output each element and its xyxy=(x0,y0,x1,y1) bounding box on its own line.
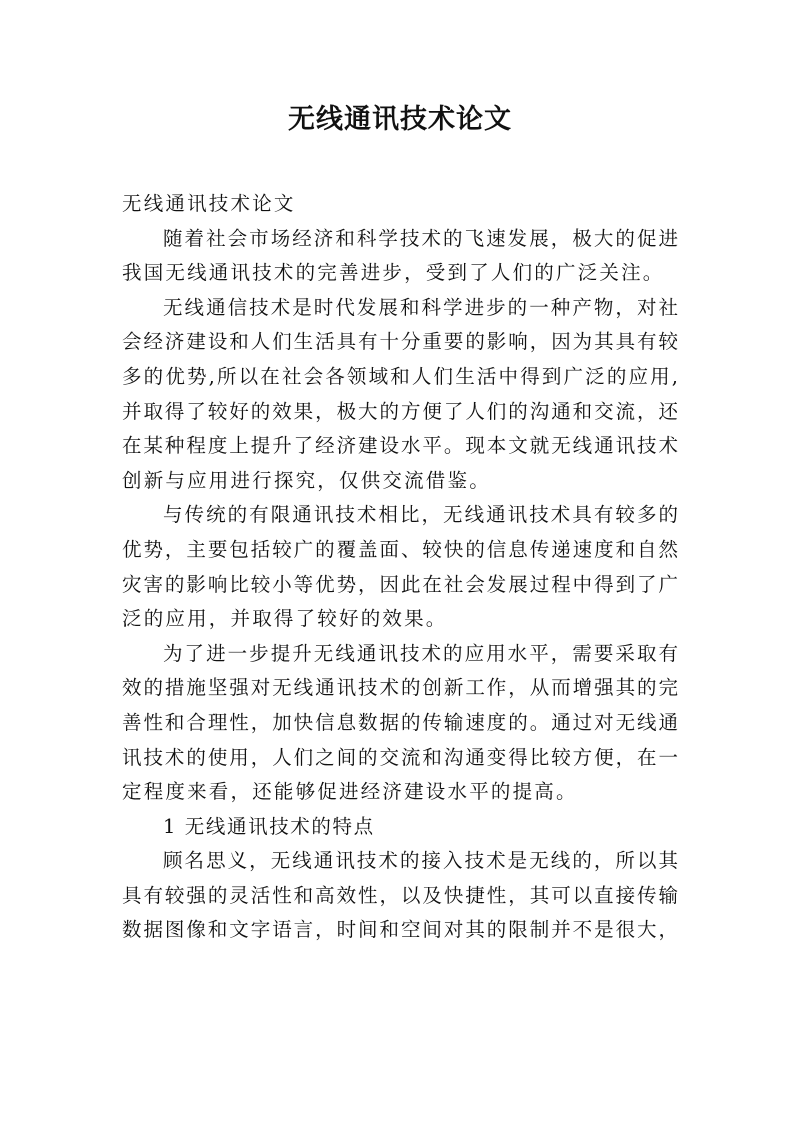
paragraph-line: 讯技术的使用，人们之间的交流和沟通变得比较方便，在一 xyxy=(122,745,678,769)
paragraph-line: 多的优势,所以在社会各领域和人们生活中得到广泛的应用, xyxy=(122,364,678,388)
paragraph-line: 会经济建设和人们生活具有十分重要的影响，因为其具有较 xyxy=(122,330,678,354)
document-body xyxy=(122,187,678,948)
paragraph-line: 灾害的影响比较小等优势，因此在社会发展过程中得到了广 xyxy=(122,572,678,596)
paragraph-line: 泛的应用，并取得了较好的效果。 xyxy=(122,607,448,631)
document-title: 无线通讯技术论文 xyxy=(288,104,512,135)
paragraph-line: 数据图像和文字语言，时间和空间对其的限制并不是很大， xyxy=(122,918,678,942)
section-heading: 1 无线通讯技术的特点 xyxy=(163,814,375,838)
paragraph-line: 具有较强的灵活性和高效性，以及快捷性，其可以直接传输 xyxy=(122,883,678,907)
body-heading-line: 无线通讯技术论文 xyxy=(122,192,296,215)
paragraph-line: 为了进一步提升无线通讯技术的应用水平，需要采取有 xyxy=(163,641,678,665)
paragraph-line: 我国无线通讯技术的完善进步，受到了人们的广泛关注。 xyxy=(122,261,665,285)
paragraph-line: 优势，主要包括较广的覆盖面、较快的信息传递速度和自然 xyxy=(122,537,678,561)
paragraph-line: 与传统的有限通讯技术相比，无线通讯技术具有较多的 xyxy=(163,503,678,527)
paragraph-line: 并取得了较好的效果，极大的方便了人们的沟通和交流，还 xyxy=(122,399,678,423)
paragraph-line: 在某种程度上提升了经济建设水平。现本文就无线通讯技术 xyxy=(122,434,678,458)
paragraph-line: 定程度来看，还能够促进经济建设水平的提高。 xyxy=(122,780,578,804)
paragraph-line: 无线通信技术是时代发展和科学进步的一种产物，对社 xyxy=(163,295,678,319)
paragraph-line: 顾名思义，无线通讯技术的接入技术是无线的，所以其 xyxy=(163,849,678,873)
paragraph-line: 善性和合理性，加快信息数据的传输速度的。通过对无线通 xyxy=(122,710,678,734)
paragraph-line: 创新与应用进行探究，仅供交流借鉴。 xyxy=(122,468,491,492)
paragraph-line: 随着社会市场经济和科学技术的飞速发展，极大的促进 xyxy=(163,226,678,250)
paragraph-line: 效的措施坚强对无线通讯技术的创新工作，从而增强其的完 xyxy=(122,676,678,700)
